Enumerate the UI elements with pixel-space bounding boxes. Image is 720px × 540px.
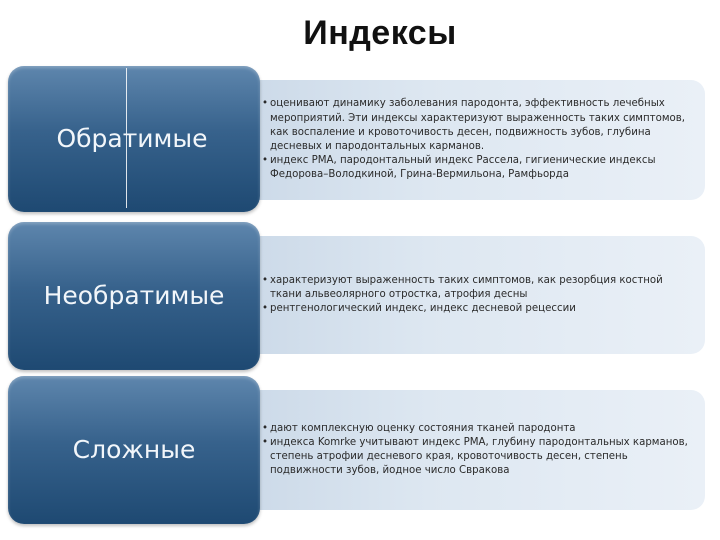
description-bullet: • индекс РМА, пародонтальный индекс Рассела, гигиенические индексы Федорова–Володкиной, Грина-Вермильона, Рамфьорда xyxy=(262,154,695,182)
category-label: Необратимые xyxy=(43,281,225,310)
description-bullet: • характеризуют выраженность таких симптомов, как резорбция костной ткани альвеолярного отростка, атрофия десны xyxy=(262,274,695,302)
category-box-complex xyxy=(8,376,260,524)
description-box-irreversible xyxy=(200,236,705,354)
description-bullet: • рентгенологический индекс, индекс десневой рецессии xyxy=(262,302,695,316)
description-bullet: • дают комплексную оценку состояния тканей пародонта xyxy=(262,422,695,436)
category-label: Обратимые xyxy=(56,124,208,153)
category-box-irreversible xyxy=(8,222,260,370)
description-bullet: • индекса Komrke учитывают индекс РМА, глубину пародонтальных карманов, степень атрофии десневого края, кровоточивость десен, степень подвижности зубов, йодное число Свракова xyxy=(262,436,695,479)
category-label: Сложные xyxy=(72,435,196,464)
description-box-reversible xyxy=(200,80,705,200)
description-bullet: • оценивают динамику заболевания пародонта, эффективность лечебных мероприятий. Эти индексы характеризуют выраженность таких симптомов, как воспаление и кровоточивость десен, подвижность зубов, глубина десневых и пародонтальных карманов. xyxy=(262,97,695,154)
description-box-complex xyxy=(200,390,705,510)
category-box-reversible xyxy=(8,66,260,212)
page-title: Индексы xyxy=(303,14,457,52)
